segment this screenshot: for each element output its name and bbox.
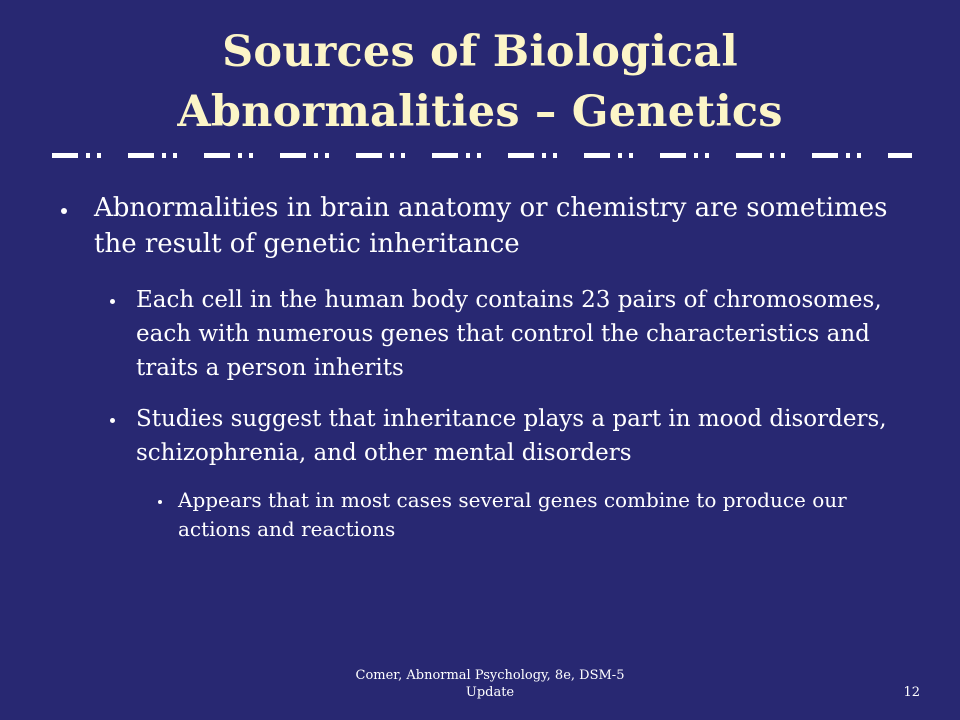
- bullet-text: Each cell in the human body contains 23 pairs of chromosomes, each with numerous genes that control the characteristics and traits a person inherits: [136, 287, 882, 381]
- title-line-1: Sources of Biological: [222, 27, 738, 77]
- bullet-dot-icon: [110, 299, 115, 304]
- page-number: 12: [903, 685, 920, 700]
- bullet-level-2: [136, 283, 926, 385]
- bullet-dot-icon: [61, 208, 67, 214]
- divider-pattern: [52, 153, 912, 159]
- bullet-text: Studies suggest that inheritance plays a part in mood disorders, schizophrenia, and other mental disorders: [136, 406, 887, 466]
- bullet-dot-icon: [158, 500, 162, 504]
- title-line-2: Abnormalities – Genetics: [177, 87, 783, 137]
- bullet-text: Appears that in most cases several genes combine to produce our actions and reactions: [178, 488, 847, 541]
- bullet-level-3: [178, 486, 918, 544]
- bullet-text: Abnormalities in brain anatomy or chemistry are sometimes the result of genetic inheritance: [94, 193, 888, 259]
- bullet-level-1: [94, 190, 914, 262]
- bullet-level-2: [136, 402, 926, 470]
- title-divider: [52, 153, 912, 159]
- slide-title: [40, 22, 920, 142]
- footer-citation: Comer, Abnormal Psychology, 8e, DSM-5 Update: [355, 668, 625, 700]
- bullet-dot-icon: [110, 418, 115, 423]
